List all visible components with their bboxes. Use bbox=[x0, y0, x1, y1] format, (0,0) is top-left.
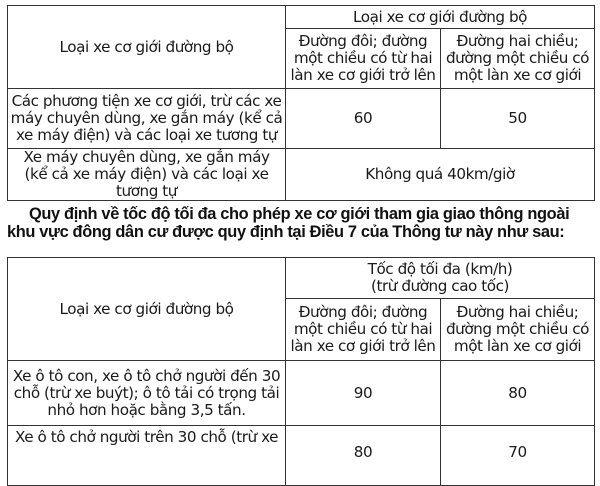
speed-table-urban bbox=[7, 5, 595, 201]
vehicle-cell: Xe ô tô con, xe ô tô chở người đến 30 chỗ (trừ xe buýt); ô tô tải có trọng tải nhỏ hơn hoặc bằng 3,5 tấn. bbox=[8, 361, 286, 426]
header-two-way-road: Đường hai chiều; đường một chiều có một làn xe cơ giới bbox=[441, 299, 595, 361]
table-row bbox=[8, 361, 595, 426]
table-row bbox=[8, 89, 595, 149]
header-two-way-road: Đường hai chiều; đường một chiều có một làn xe cơ giới bbox=[441, 29, 595, 89]
speed-table-rural bbox=[7, 257, 595, 486]
table-row bbox=[8, 149, 595, 201]
vehicle-cell: Các phương tiện xe cơ giới, trừ các xe máy chuyên dùng, xe gắn máy (kể cả xe máy điện) và các loại xe tương tự bbox=[8, 89, 286, 149]
speed-two-way-cell: 70 bbox=[441, 426, 595, 486]
speed-divided-cell: 60 bbox=[286, 89, 441, 149]
header-divided-road: Đường đôi; đường một chiều có từ hai làn xe cơ giới trở lên bbox=[286, 29, 441, 89]
header-vehicle-type: Loại xe cơ giới đường bộ bbox=[8, 6, 286, 89]
heading-line-2: khu vực đông dân cư được quy định tại Điều 7 của Thông tư này như sau: bbox=[7, 223, 565, 241]
section-heading bbox=[7, 205, 597, 241]
speed-merged-cell: Không quá 40km/giờ bbox=[286, 149, 595, 201]
speed-two-way-cell: 50 bbox=[441, 89, 595, 149]
header-divided-road: Đường đôi; đường một chiều có từ hai làn xe cơ giới trở lên bbox=[286, 299, 441, 361]
speed-two-way-cell: 80 bbox=[441, 361, 595, 426]
header-group: Loại xe cơ giới đường bộ bbox=[286, 6, 595, 29]
table-header-row bbox=[8, 6, 595, 29]
header-group-line-2: (trừ đường cao tốc) bbox=[371, 277, 509, 295]
table-row bbox=[8, 426, 595, 486]
speed-divided-cell: 80 bbox=[286, 426, 441, 486]
header-group-line-1: Tốc độ tối đa (km/h) bbox=[367, 260, 513, 278]
header-group bbox=[286, 258, 595, 299]
speed-divided-cell: 90 bbox=[286, 361, 441, 426]
heading-line-1: Quy định về tốc độ tối đa cho phép xe cơ giới tham gia giao thông ngoài bbox=[29, 205, 570, 223]
header-vehicle-type: Loại xe cơ giới đường bộ bbox=[8, 258, 286, 361]
vehicle-cell: Xe máy chuyên dùng, xe gắn máy (kể cả xe máy điện) và các loại xe tương tự bbox=[8, 149, 286, 201]
table-header-row bbox=[8, 258, 595, 299]
vehicle-cell: Xe ô tô chở người trên 30 chỗ (trừ xe bbox=[8, 426, 286, 486]
